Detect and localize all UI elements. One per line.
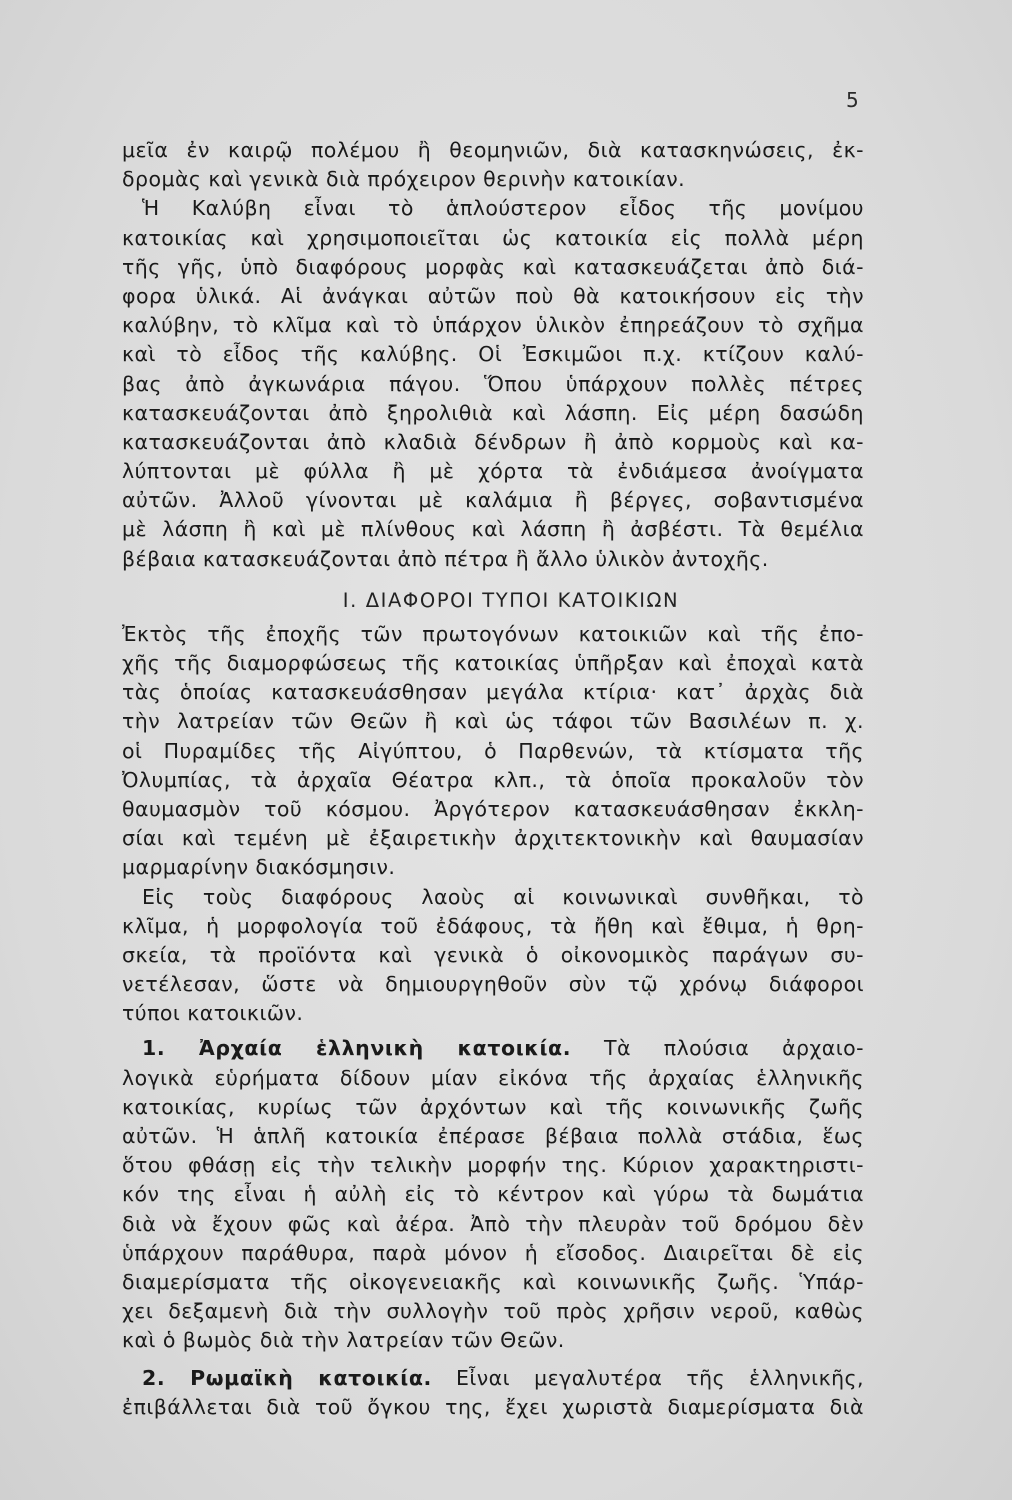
text-line: ὅτου φθάσῃ εἰς τὴν τελικὴν μορφήν της. Κύριον χαρακτηριστι- — [122, 1153, 864, 1178]
text-line: τὴν λατρείαν τῶν Θεῶν ἢ καὶ ὡς τάφοι τῶν Βασιλέων π. χ. — [122, 709, 864, 734]
text-line: καὶ ὁ βωμὸς διὰ τὴν λατρείαν τῶν Θεῶν. — [122, 1328, 565, 1353]
text-line: αὐτῶν. Ἡ ἁπλῆ κατοικία ἐπέρασε βέβαια πολλὰ στάδια, ἕως — [122, 1124, 864, 1148]
greek-house-section — [122, 1034, 864, 1355]
text-line: Εἰς τοὺς διαφόρους λαοὺς αἱ κοινωνικαὶ συνθῆκαι, τὸ — [142, 884, 864, 909]
text-line: τῆς γῆς, ὑπὸ διαφόρους μορφὰς καὶ κατασκευάζεται ἀπὸ διά- — [122, 254, 864, 279]
text-line — [122, 1364, 864, 1393]
section-heading: I. ΔΙΑΦΟΡΟΙ ΤΥΠΟΙ ΚΑΤΟΙΚΙΩΝ — [342, 588, 680, 612]
page-number: 5 — [846, 88, 859, 112]
text-line: βέβαια κατασκευάζονται ἀπὸ πέτρα ἢ ἄλλο ὑλικὸν ἀντοχῆς. — [122, 546, 769, 571]
text-line: σίαι καὶ τεμένη μὲ ἐξαιρετικὴν ἀρχιτεκτονικὴν καὶ θαυμασίαν — [122, 826, 864, 851]
text-line: κόν της εἶναι ἡ αὐλὴ εἰς τὸ κέντρον καὶ γύρω τὰ δωμάτια — [122, 1182, 864, 1207]
subsection-title: 2. Ρωμαϊκὴ κατοικία. — [142, 1365, 432, 1390]
text-line: μεῖα ἐν καιρῷ πολέμου ἢ θεομηνιῶν, διὰ κατασκηνώσεις, ἐκ- — [122, 138, 864, 162]
section-paragraph — [122, 620, 864, 1029]
text-line: κατοικίας, κυρίως τῶν ἀρχόντων καὶ τῆς κοινωνικῆς ζωῆς — [122, 1094, 864, 1119]
text-line: κλῖμα, ἡ μορφολογία τοῦ ἐδάφους, τὰ ἤθη καὶ ἔθιμα, ἡ θρη- — [122, 913, 864, 938]
text-line: λογικὰ εὑρήματα δίδουν μίαν εἰκόνα τῆς ἀρχαίας ἑλληνικῆς — [122, 1065, 864, 1090]
intro-paragraph — [122, 136, 864, 574]
text-line: κατοικίας καὶ χρησιμοποιεῖται ὡς κατοικία εἰς πολλὰ μέρη — [122, 225, 864, 250]
text-line: καλύβην, τὸ κλῖμα καὶ τὸ ὑπάρχον ὑλικὸν ἐπηρεάζουν τὸ σχῆμα — [122, 313, 864, 338]
text-line — [122, 1034, 864, 1063]
subsection-lead: Τὰ πλούσια ἀρχαιο- — [603, 1036, 865, 1061]
roman-house-section — [122, 1364, 864, 1422]
text-line: μὲ λάσπη ἢ καὶ μὲ πλίνθους καὶ λάσπη ἢ ἀσβέστι. Τὰ θεμέλια — [122, 517, 864, 542]
text-line: σκεία, τὰ προϊόντα καὶ γενικὰ ὁ οἰκονομικὸς παράγων συ- — [122, 942, 864, 967]
text-line: χῆς τῆς διαμορφώσεως τῆς κατοικίας ὑπῆρξαν καὶ ἐποχαὶ κατὰ — [122, 651, 864, 675]
text-line: Ἡ Καλύβη εἶναι τὸ ἁπλούστερον εἶδος τῆς μονίμου — [142, 196, 864, 221]
text-line: φορα ὑλικά. Αἱ ἀνάγκαι αὐτῶν ποὺ θὰ κατοικήσουν εἰς τὴν — [122, 283, 864, 308]
text-line: κατασκευάζονται ἀπὸ ξηρολιθιὰ καὶ λάσπη. Εἰς μέρη δασώδη — [122, 400, 864, 425]
text-line: βας ἀπὸ ἀγκωνάρια πάγου. Ὅπου ὑπάρχουν πολλὲς πέτρες — [122, 371, 864, 396]
text-line: διὰ νὰ ἔχουν φῶς καὶ ἀέρα. Ἀπὸ τὴν πλευρὰν τοῦ δρόμου δὲν — [122, 1211, 864, 1236]
subsection-lead: Εἶναι μεγαλυτέρα τῆς ἑλληνικῆς, — [455, 1365, 864, 1390]
text-line: χει δεξαμενὴ διὰ τὴν συλλογὴν τοῦ πρὸς χρῆσιν νεροῦ, καθὼς — [122, 1299, 864, 1324]
text-line: θαυμασμὸν τοῦ κόσμου. Ἀργότερον κατασκευάσθησαν ἐκκλη- — [122, 796, 864, 821]
text-line: ὑπάρχουν παράθυρα, παρὰ μόνον ἡ εἴσοδος. Διαιρεῖται δὲ εἰς — [122, 1240, 864, 1265]
text-line: νετέλεσαν, ὥστε νὰ δημιουργηθοῦν σὺν τῷ χρόνῳ διάφοροι — [122, 972, 864, 997]
text-line: καὶ τὸ εἶδος τῆς καλύβης. Οἱ Ἐσκιμῶοι π.χ. κτίζουν καλύ- — [122, 342, 864, 367]
text-line: αὐτῶν. Ἀλλοῦ γίνονται μὲ καλάμια ἢ βέργες, σοβαντισμένα — [122, 488, 864, 513]
text-line: τὰς ὁποίας κατασκευάσθησαν μεγάλα κτίρια· κατ᾿ ἀρχὰς διὰ — [122, 680, 864, 705]
body-text — [122, 136, 864, 1422]
text-line: Ἐκτὸς τῆς ἐποχῆς τῶν πρωτογόνων κατοικιῶν καὶ τῆς ἐπο- — [122, 621, 864, 646]
text-line: τύποι κατοικιῶν. — [122, 1001, 304, 1026]
text-line: κατασκευάζονται ἀπὸ κλαδιὰ δένδρων ἢ ἀπὸ κορμοὺς καὶ κα- — [122, 429, 864, 454]
text-line: λύπτονται μὲ φύλλα ἢ μὲ χόρτα τὰ ἐνδιάμεσα ἀνοίγματα — [122, 459, 864, 484]
text-line: δρομὰς καὶ γενικὰ διὰ πρόχειρον θερινὴν κατοικίαν. — [122, 167, 686, 192]
text-line: ἐπιβάλλεται διὰ τοῦ ὄγκου της, ἔχει χωριστὰ διαμερίσματα διὰ — [122, 1394, 864, 1419]
text-line: Ὀλυμπίας, τὰ ἀρχαῖα Θέατρα κλπ., τὰ ὁποῖα προκαλοῦν τὸν — [122, 767, 864, 792]
text-line: οἱ Πυραμίδες τῆς Αἰγύπτου, ὁ Παρθενών, τὰ κτίσματα τῆς — [122, 738, 864, 763]
subsection-title: 1. Ἀρχαία ἑλληνικὴ κατοικία. — [142, 1036, 572, 1061]
text-line: μαρμαρίνην διακόσμησιν. — [122, 855, 396, 880]
text-line: διαμερίσματα τῆς οἰκογενειακῆς καὶ κοινωνικῆς ζωῆς. Ὑπάρ- — [122, 1269, 864, 1294]
